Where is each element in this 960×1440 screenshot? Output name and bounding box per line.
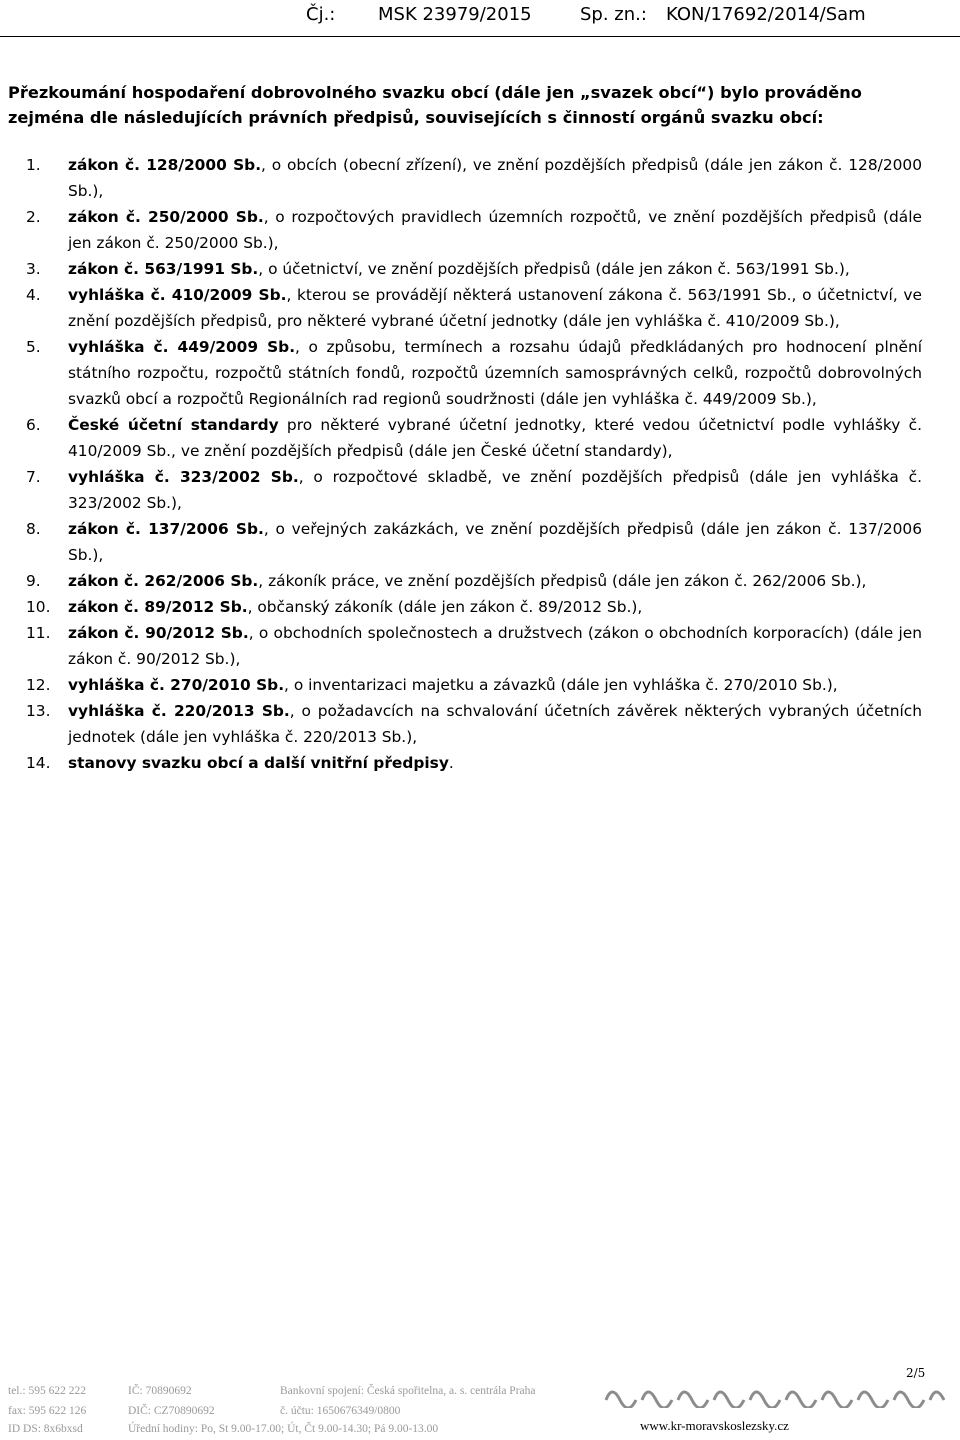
footer-contact-info [0, 1383, 960, 1440]
item-number: 3. [26, 260, 41, 278]
regulation-name: zákon č. 137/2006 Sb. [68, 520, 264, 538]
spzn-value: KON/17692/2014/Sam [666, 4, 866, 25]
regulation-description: , občanský zákoník (dále jen zákon č. 89/2012 Sb.), [247, 598, 643, 616]
list-item [0, 464, 922, 516]
regulation-description: pro některé vybrané účetní jednotky, které vedou účetnictví podle vyhlášky č. 410/2009 Sb., ve znění pozdějších předpisů (dále jen České účetní standardy), [68, 416, 922, 460]
footer-dic: DIČ: CZ70890692 [128, 1405, 215, 1417]
list-item [0, 594, 922, 620]
regulation-name: České účetní standardy [68, 416, 279, 434]
footer-account: č. účtu: 1650676349/0800 [280, 1405, 401, 1417]
regulation-name: stanovy svazku obcí a další vnitřní předpisy [68, 754, 449, 772]
intro-paragraph: Přezkoumání hospodaření dobrovolného svazku obcí (dále jen „svazek obcí“) bylo prováděno zejména dle následujících právních předpisů, souvisejících s činností orgánů svazku obcí: [8, 83, 862, 127]
list-item [0, 282, 922, 334]
regulation-name: vyhláška č. 410/2009 Sb. [68, 286, 287, 304]
cj-value: MSK 23979/2015 [378, 4, 532, 25]
list-item [0, 204, 922, 256]
spzn-label: Sp. zn.: [580, 4, 647, 25]
regulation-description: , o požadavcích na schvalování účetních závěrek některých vybraných účetních jednotek (dále jen vyhláška č. 220/2013 Sb.), [68, 702, 922, 746]
regulation-description: , o inventarizaci majetku a závazků (dále jen vyhláška č. 270/2010 Sb.), [284, 676, 838, 694]
regulation-description: , kterou se provádějí některá ustanovení zákona č. 563/1991 Sb., o účetnictví, ve znění pozdějších předpisů, pro některé vybrané účetní jednotky (dále jen vyhláška č. 410/2009 Sb.), [68, 286, 922, 330]
regulation-name: vyhláška č. 270/2010 Sb. [68, 676, 285, 694]
item-number: 13. [26, 702, 51, 720]
list-item [0, 568, 922, 594]
item-number: 8. [26, 520, 41, 538]
footer-website[interactable]: www.kr-moravskoslezsky.cz [640, 1418, 789, 1433]
footer-office-hours: Úřední hodiny: Po, St 9.00-17.00; Út, Čt 9.00-14.30; Pá 9.00-13.00 [128, 1423, 439, 1435]
cj-label: Čj.: [306, 4, 336, 25]
regulation-name: zákon č. 563/1991 Sb. [68, 260, 259, 278]
list-item [0, 698, 922, 750]
regulation-name: vyhláška č. 220/2013 Sb. [68, 702, 290, 720]
list-item [0, 334, 922, 412]
regulation-description: , zákoník práce, ve znění pozdějších předpisů (dále jen zákon č. 262/2006 Sb.), [258, 572, 867, 590]
item-number: 6. [26, 416, 41, 434]
regulation-description: , o rozpočtové skladbě, ve znění pozdějších předpisů (dále jen vyhláška č. 323/2002 Sb.), [68, 468, 922, 512]
footer-fax: fax: 595 622 126 [8, 1405, 87, 1417]
footer-phone: tel.: 595 622 222 [8, 1385, 86, 1397]
page-number: 2/5 [906, 1366, 926, 1380]
regulation-name: zákon č. 262/2006 Sb. [68, 572, 259, 590]
regulation-name: zákon č. 90/2012 Sb. [68, 624, 249, 642]
list-item [0, 152, 922, 204]
header-divider [0, 36, 960, 37]
regulation-description: , o veřejných zakázkách, ve znění pozdějších předpisů (dále jen zákon č. 137/2006 Sb.), [68, 520, 922, 564]
list-item [0, 516, 922, 568]
list-item [0, 256, 922, 282]
regulation-description: , o způsobu, termínech a rozsahu údajů předkládaných pro hodnocení plnění státního rozpočtu, rozpočtů státních fondů, rozpočtů územních samosprávných celků, rozpočtů dobrovolných svazků obcí a rozpočtů Regionálních rad regionů soudržnosti (dále jen vyhláška č. 449/2009 Sb.), [68, 338, 922, 408]
regulation-description: , o obcích (obecní zřízení), ve znění pozdějších předpisů (dále jen zákon č. 128/2000 Sb.), [68, 156, 922, 200]
regulation-name: zákon č. 128/2000 Sb. [68, 156, 262, 174]
list-item [0, 672, 922, 698]
footer-bank: Bankovní spojení: Česká spořitelna, a. s. centrála Praha [280, 1385, 536, 1397]
regulation-description: , o rozpočtových pravidlech územních rozpočtů, ve znění pozdějších předpisů (dále jen zákon č. 250/2000 Sb.), [68, 208, 922, 252]
item-number: 9. [26, 572, 41, 590]
regulation-name: vyhláška č. 323/2002 Sb. [68, 468, 299, 486]
item-number: 5. [26, 338, 41, 356]
item-number: 14. [26, 754, 51, 772]
regulation-description: . [448, 754, 454, 772]
item-number: 1. [26, 156, 41, 174]
item-number: 12. [26, 676, 51, 694]
list-item [0, 620, 922, 672]
item-number: 4. [26, 286, 41, 304]
regulation-description: , o účetnictví, ve znění pozdějších předpisů (dále jen zákon č. 563/1991 Sb.), [258, 260, 850, 278]
regulation-name: zákon č. 250/2000 Sb. [68, 208, 264, 226]
footer-data-box-id: ID DS: 8x6bxsd [8, 1423, 83, 1435]
item-number: 7. [26, 468, 41, 486]
footer-ic: IČ: 70890692 [128, 1385, 192, 1397]
item-number: 10. [26, 598, 51, 616]
item-number: 2. [26, 208, 41, 226]
item-number: 11. [26, 624, 51, 642]
document-reference-header [0, 4, 960, 28]
list-item [0, 750, 922, 776]
regulation-description: , o obchodních společnostech a družstvech (zákon o obchodních korporacích) (dále jen zákon č. 90/2012 Sb.), [68, 624, 923, 668]
regulation-name: vyhláška č. 449/2009 Sb. [68, 338, 296, 356]
legal-regulations-list [0, 152, 960, 776]
regulation-name: zákon č. 89/2012 Sb. [68, 598, 248, 616]
list-item [0, 412, 922, 464]
